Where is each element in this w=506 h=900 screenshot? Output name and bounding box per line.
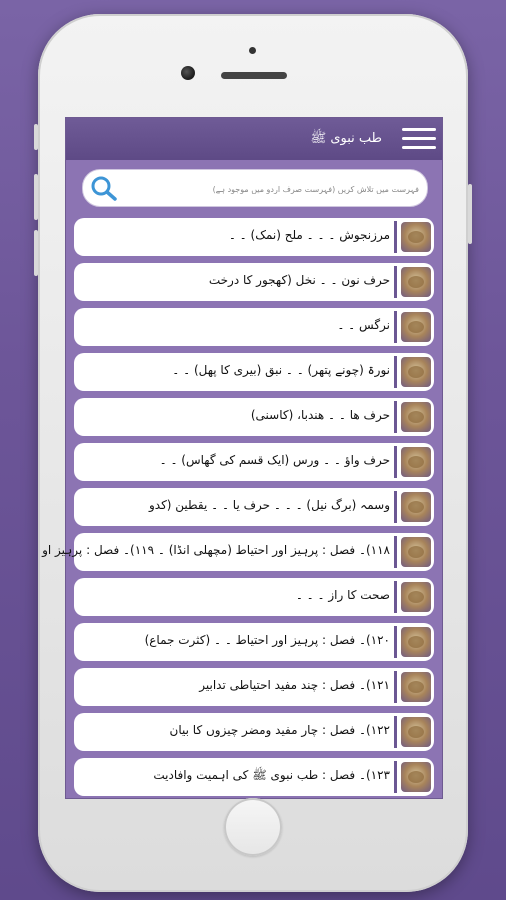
row-divider	[394, 626, 397, 658]
list-item[interactable]	[74, 668, 434, 706]
list-item-label: حرف واؤ ۔ ۔ ورس (ایک قسم کی گھاس) ۔ ۔	[159, 453, 390, 467]
chapter-thumbnail-icon	[401, 222, 431, 252]
list-item-label: ۱۱۸)۔ فصل : پرہیز اور احتیاط (مچھلی انڈا) ۔ ۱۱۹)۔ فصل : پرہیز او	[42, 543, 390, 557]
row-divider	[394, 671, 397, 703]
chapter-thumbnail-icon	[401, 402, 431, 432]
chapter-thumbnail-icon	[401, 312, 431, 342]
list-item[interactable]	[42, 533, 434, 571]
list-item[interactable]	[74, 758, 434, 796]
earpiece-speaker	[221, 72, 287, 79]
row-divider	[394, 221, 397, 253]
chapter-list	[42, 214, 442, 798]
list-item[interactable]	[74, 398, 434, 436]
row-divider	[394, 401, 397, 433]
hamburger-menu-icon[interactable]	[402, 127, 436, 151]
list-item-label: مرزنجوش ۔ ۔ ۔ ملح (نمک) ۔ ۔	[228, 228, 390, 242]
list-item[interactable]	[74, 713, 434, 751]
chapter-thumbnail-icon	[401, 672, 431, 702]
app-screen	[42, 117, 443, 799]
row-divider	[394, 761, 397, 793]
chapter-thumbnail-icon	[401, 582, 431, 612]
proximity-sensor	[249, 47, 256, 54]
list-item[interactable]	[74, 623, 434, 661]
list-item[interactable]	[74, 488, 434, 526]
row-divider	[394, 536, 397, 568]
chapter-thumbnail-icon	[401, 762, 431, 792]
chapter-thumbnail-icon	[401, 357, 431, 387]
row-divider	[394, 446, 397, 478]
app-bar	[66, 118, 442, 160]
chapter-thumbnail-icon	[401, 627, 431, 657]
chapter-thumbnail-icon	[401, 717, 431, 747]
list-item-label: نرگس ۔ ۔	[337, 318, 390, 332]
list-item-label: ۱۲۰)۔ فصل : پرہیز اور احتیاط ۔ ۔ (کثرت جماع)	[144, 633, 390, 647]
list-item-label: صحت کا راز ۔ ۔ ۔	[295, 588, 390, 602]
chapter-thumbnail-icon	[401, 537, 431, 567]
list-item[interactable]	[74, 578, 434, 616]
list-item[interactable]	[74, 353, 434, 391]
search-icon[interactable]	[89, 174, 119, 202]
list-item-label: نورۃ (چونے پتھر) ۔ ۔ نبق (بیری کا پھل) ۔ ۔	[172, 363, 390, 377]
list-item-label: حرف نون ۔ ۔ نخل (کھجور کا درخت	[208, 273, 390, 287]
list-item[interactable]	[74, 308, 434, 346]
list-item-label: ۱۲۱)۔ فصل : چند مفید احتیاطی تدابیر	[199, 678, 390, 692]
front-camera	[181, 66, 195, 80]
chapter-thumbnail-icon	[401, 267, 431, 297]
volume-down-button	[34, 230, 38, 276]
list-item-label: ۱۲۳)۔ فصل : طب نبوی ﷺ کی اہمیت وافادیت	[153, 768, 390, 782]
list-item[interactable]	[74, 443, 434, 481]
power-button	[468, 184, 472, 244]
search-bar[interactable]	[82, 169, 428, 207]
row-divider	[394, 491, 397, 523]
silent-switch	[34, 124, 38, 150]
list-item-label: وسمہ (برگ نیل) ۔ ۔ ۔ حرف یا ۔ ۔ یقطین (کدو	[148, 498, 390, 512]
list-item[interactable]	[74, 263, 434, 301]
chapter-thumbnail-icon	[401, 447, 431, 477]
chapter-thumbnail-icon	[401, 492, 431, 522]
volume-up-button	[34, 174, 38, 220]
row-divider	[394, 266, 397, 298]
row-divider	[394, 716, 397, 748]
home-button[interactable]	[224, 798, 282, 856]
list-item-label: حرف ھا ۔ ۔ ھندبا، (کاسنی)	[250, 408, 390, 422]
app-title: طب نبوی ﷺ	[310, 131, 382, 146]
row-divider	[394, 311, 397, 343]
list-item-label: ۱۲۲)۔ فصل : چار مفید ومضر چیزوں کا بیان	[169, 723, 390, 737]
row-divider	[394, 581, 397, 613]
phone-frame	[38, 14, 468, 892]
list-item[interactable]	[74, 218, 434, 256]
row-divider	[394, 356, 397, 388]
search-input[interactable]	[127, 174, 421, 204]
